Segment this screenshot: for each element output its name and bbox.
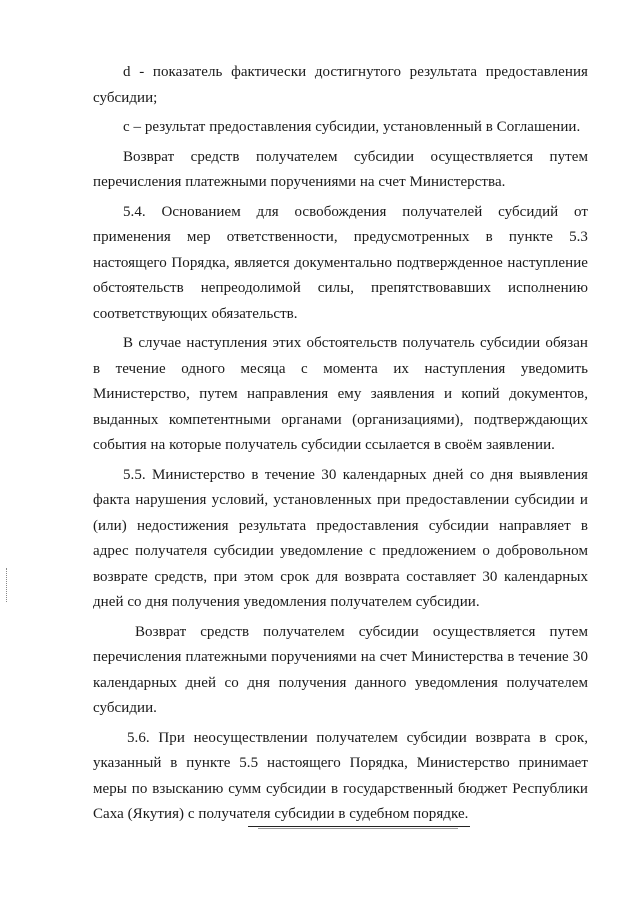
paragraph-force-majeure-notice: В случае наступления этих обстоятельств получатель субсидии обязан в течение одного месяца с момента их наступления уведомить Министерство, путем направления ему заявления и копий документов, выданных компетентными органами (организациями), подтверждающих события на которые получатель субсидии ссылается в своём заявлении. bbox=[93, 335, 588, 453]
paragraph-c-definition: c – результат предоставления субсидии, установленный в Соглашении. bbox=[123, 119, 581, 135]
paragraph-d-definition: d - показатель фактически достигнутого результата предоставления субсидии; bbox=[93, 64, 588, 106]
paragraph-5-4: 5.4. Основанием для освобождения получателей субсидий от применения мер ответственности, предусмотренных в пункте 5.3 настоящего Порядка, является документально подтвержденное наступление обстоятельств непреодолимой силы, препятствовавших исполнению соответствующих обязательств. bbox=[93, 203, 588, 322]
end-of-section-rule-shadow bbox=[258, 828, 458, 829]
paragraph-5-5: 5.5. Министерство в течение 30 календарных дней со дня выявления факта нарушения условий, установленных при предоставлении субсидии и (или) недостижения результата предоставления субсидии направляет в адрес получателя субсидии уведомление с предложением о добровольном возврате средств, при этом срок для возврата составляет 30 календарных дней со дня получения уведомления получателем субсидии. bbox=[93, 466, 588, 610]
end-of-section-rule bbox=[248, 826, 470, 827]
paragraph-return-deadline: Возврат средств получателем субсидии осуществляется путем перечисления платежными поручениями на счет Министерства в течение 30 календарных дней со дня получения данного уведомления получателем субсидии. bbox=[93, 623, 588, 716]
margin-scan-mark bbox=[6, 568, 8, 602]
document-body bbox=[93, 60, 588, 832]
paragraph-return-method: Возврат средств получателем субсидии осуществляется путем перечисления платежными поручениями на счет Министерства. bbox=[93, 148, 588, 190]
paragraph-5-6: 5.6. При неосуществлении получателем субсидии возврата в срок, указанный в пункте 5.5 настоящего Порядка, Министерство принимает меры по взысканию сумм субсидии в государственный бюджет Республики Саха (Якутия) с получателя субсидии в судебном порядке. bbox=[93, 729, 588, 822]
